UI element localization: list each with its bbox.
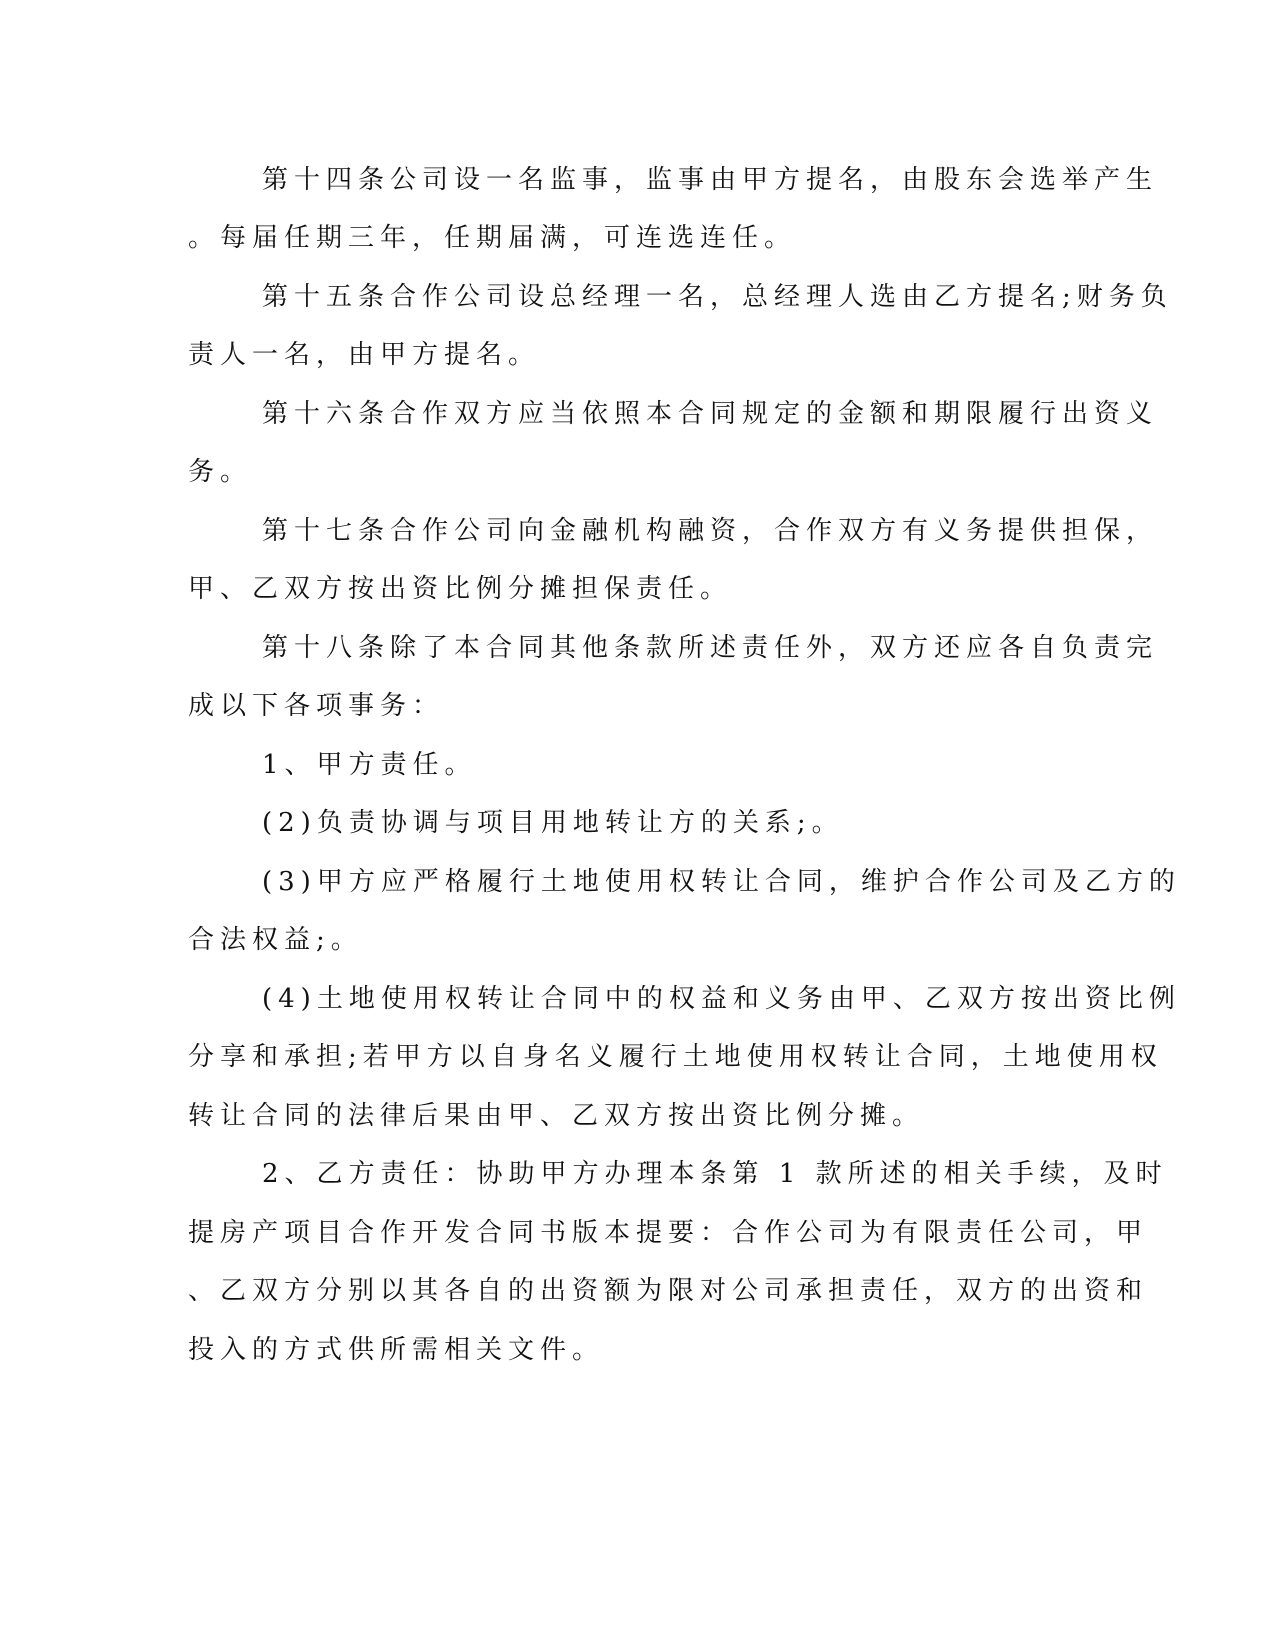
- text-line: 分享和承担;若甲方以自身名义履行土地使用权转让合同，土地使用权: [188, 1042, 1163, 1072]
- text-line: (3)甲方应严格履行土地使用权转让合同，维护合作公司及乙方的: [262, 867, 1181, 897]
- text-line: 、乙双方分别以其各自的出资额为限对公司承担责任，双方的出资和: [188, 1276, 1149, 1306]
- text-line: 1、甲方责任。: [262, 750, 477, 780]
- text-line: 投入的方式供所需相关文件。: [188, 1335, 605, 1365]
- text-line: 合法权益;。: [188, 925, 363, 955]
- text-line: 成以下各项事务：: [188, 691, 445, 721]
- text-line: 务。: [188, 457, 253, 487]
- text-line: 2、乙方责任：协助甲方办理本条第 1 款所述的相关手续，及时: [262, 1159, 1168, 1189]
- text-line: 提房产项目合作开发合同书版本提要：合作公司为有限责任公司，甲: [188, 1218, 1149, 1248]
- text-line: 责人一名，由甲方提名。: [188, 340, 541, 370]
- text-line: 第十八条除了本合同其他条款所述责任外，双方还应各自负责完: [262, 633, 1159, 663]
- text-line: 第十五条合作公司设总经理一名，总经理人选由乙方提名;财务负: [262, 282, 1173, 312]
- text-line: 转让合同的法律后果由甲、乙双方按出资比例分摊。: [188, 1101, 925, 1131]
- text-line: 第十七条合作公司向金融机构融资，合作双方有义务提供担保，: [262, 516, 1159, 546]
- text-line: 第十六条合作双方应当依照本合同规定的金额和期限履行出资义: [262, 399, 1159, 429]
- text-line: 甲、乙双方按出资比例分摊担保责任。: [188, 574, 733, 604]
- text-line: 。每届任期三年，任期届满，可连选连任。: [188, 223, 797, 253]
- text-line: (2)负责协调与项目用地转让方的关系;。: [262, 808, 844, 838]
- text-line: 第十四条公司设一名监事，监事由甲方提名，由股东会选举产生: [262, 165, 1159, 195]
- text-line: (4)土地使用权转让合同中的权益和义务由甲、乙双方按出资比例: [262, 984, 1181, 1014]
